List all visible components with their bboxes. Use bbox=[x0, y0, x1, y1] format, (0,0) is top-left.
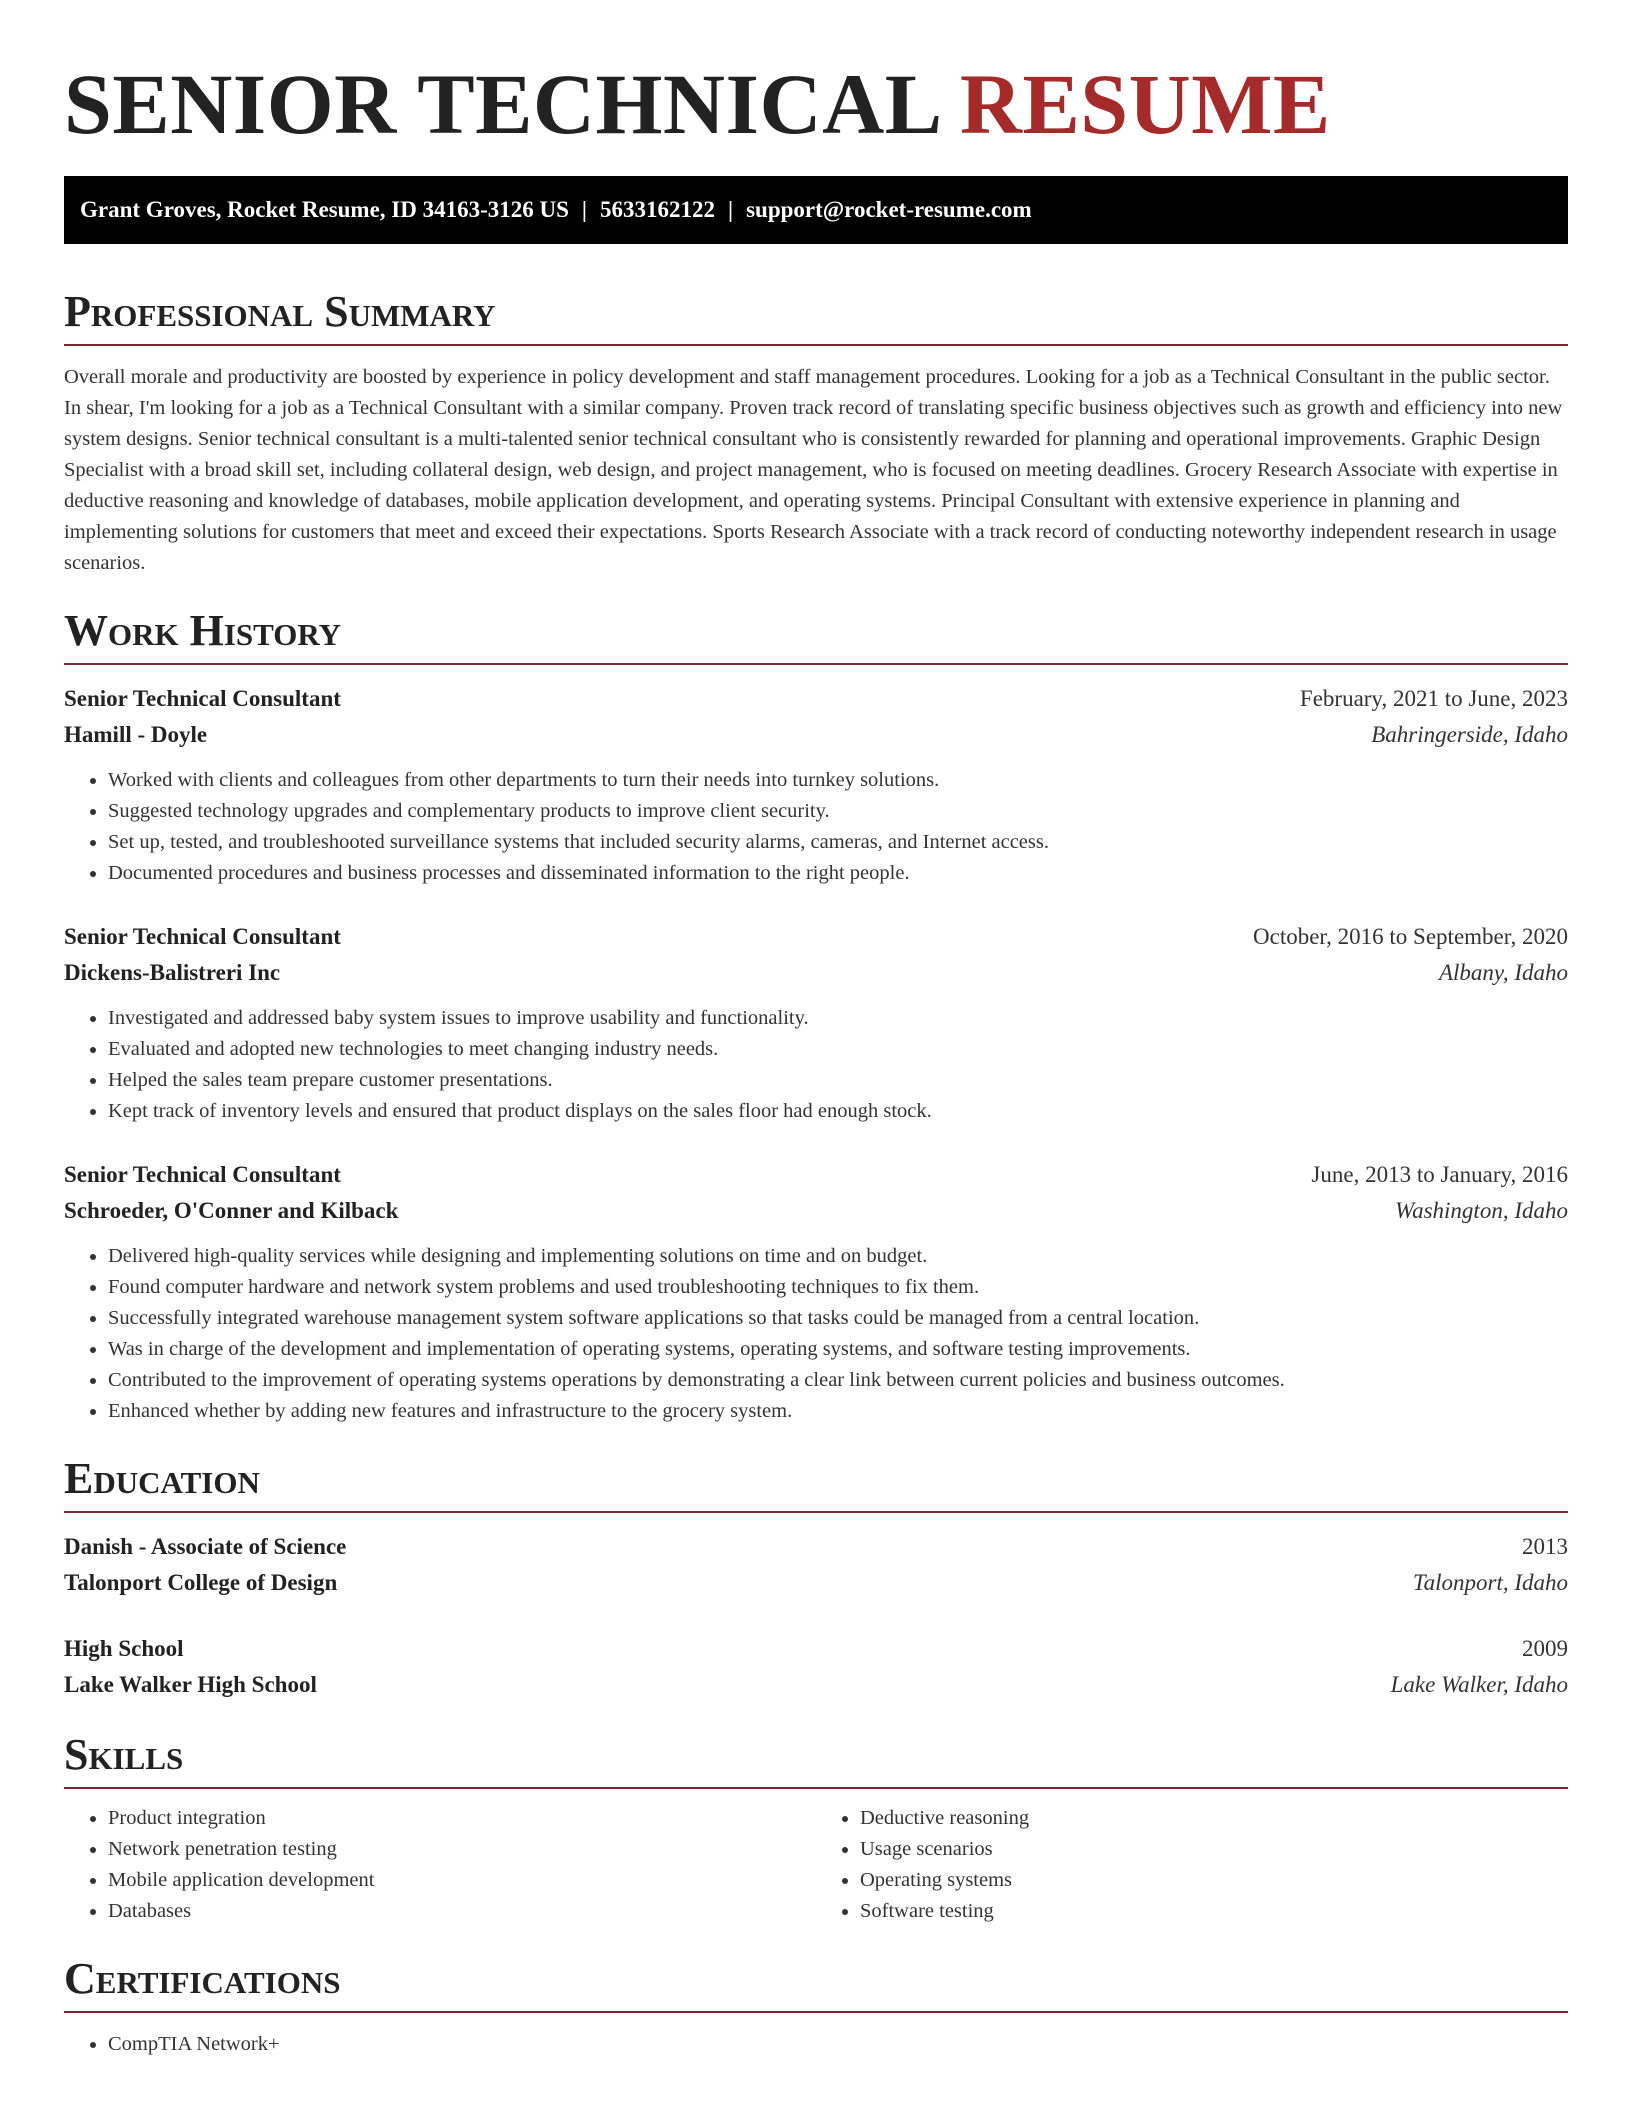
skill-item: • Product integration bbox=[108, 1803, 816, 1834]
contact-separator: | bbox=[581, 197, 587, 222]
work-entry-header bbox=[64, 681, 1568, 717]
contact-bar bbox=[64, 176, 1568, 244]
education-entry-header bbox=[64, 1529, 1568, 1565]
job-dates: June, 2013 to January, 2016 bbox=[1311, 1162, 1568, 1187]
job-bullets bbox=[64, 1241, 1568, 1427]
job-company: Schroeder, O'Conner and Kilback bbox=[64, 1198, 399, 1223]
skill-item: • Operating systems bbox=[860, 1865, 1568, 1896]
contact-email: support@rocket-resume.com bbox=[746, 197, 1032, 222]
education-entry-subheader bbox=[64, 1667, 1568, 1703]
education-location: Talonport, Idaho bbox=[1412, 1570, 1568, 1595]
section-heading-certifications: Certifications bbox=[64, 1953, 1568, 2013]
skill-item: • Deductive reasoning bbox=[860, 1803, 1568, 1834]
work-entry-header bbox=[64, 919, 1568, 955]
skill-item: • Usage scenarios bbox=[860, 1834, 1568, 1865]
job-bullets bbox=[64, 765, 1568, 889]
job-bullet: • Helped the sales team prepare customer presentations. bbox=[108, 1065, 1568, 1096]
education-entry-header bbox=[64, 1631, 1568, 1667]
certifications-list bbox=[64, 2029, 1568, 2060]
education-year: 2009 bbox=[1522, 1636, 1568, 1661]
title-main: SENIOR TECHNICAL bbox=[64, 56, 938, 152]
job-bullet: • Enhanced whether by adding new features and infrastructure to the grocery system. bbox=[108, 1396, 1568, 1427]
job-dates: February, 2021 to June, 2023 bbox=[1299, 686, 1568, 711]
skill-item: • Databases bbox=[108, 1896, 816, 1927]
job-bullet: • Contributed to the improvement of operating systems operations by demonstrating a clear link between current policies and business outcomes. bbox=[108, 1365, 1568, 1396]
job-bullets bbox=[64, 1003, 1568, 1127]
section-heading-summary: Professional Summary bbox=[64, 286, 1568, 346]
skill-item: • Mobile application development bbox=[108, 1865, 816, 1896]
job-dates: October, 2016 to September, 2020 bbox=[1253, 924, 1568, 949]
skill-item: • Software testing bbox=[860, 1896, 1568, 1927]
section-heading-education: Education bbox=[64, 1453, 1568, 1513]
job-company: Hamill - Doyle bbox=[64, 722, 208, 747]
education-school: Talonport College of Design bbox=[64, 1570, 338, 1595]
job-title: Senior Technical Consultant bbox=[64, 1162, 341, 1187]
certifications-section bbox=[64, 1953, 1568, 2060]
work-entry bbox=[64, 1157, 1568, 1427]
job-title: Senior Technical Consultant bbox=[64, 924, 341, 949]
education-degree: Danish - Associate of Science bbox=[64, 1534, 347, 1559]
job-bullet: • Evaluated and adopted new technologies to meet changing industry needs. bbox=[108, 1034, 1568, 1065]
skills-list-right bbox=[816, 1803, 1568, 1927]
job-company: Dickens-Balistreri Inc bbox=[64, 960, 281, 985]
education-entry bbox=[64, 1529, 1568, 1601]
summary-text: Overall morale and productivity are boosted by experience in policy development and staff management procedures. Looking for a job as a Technical Consultant in the public sector. In shear, I'm looking for a job as a Technical Consultant with a similar company. Proven track record of translating specific business objectives such as growth and efficiency into new system designs. Senior technical consultant is a multi-talented senior technical consultant who is consistently rewarded for planning and operational improvements. Graphic Design Specialist with a broad skill set, including collateral design, web design, and project management, who is focused on meeting deadlines. Grocery Research Associate with expertise in deductive reasoning and knowledge of databases, mobile application development, and operating systems. Principal Consultant with extensive experience in planning and implementing solutions for customers that meet and exceed their expectations. Sports Research Associate with a track record of conducting noteworthy independent research in usage scenarios. bbox=[64, 366, 1563, 574]
job-bullet: • Kept track of inventory levels and ensured that product displays on the sales floor had enough stock. bbox=[108, 1096, 1568, 1127]
job-bullet: • Worked with clients and colleagues from other departments to turn their needs into turnkey solutions. bbox=[108, 765, 1568, 796]
resume-title bbox=[64, 0, 1568, 150]
contact-address: Grant Groves, Rocket Resume, ID 34163-3126 US bbox=[80, 197, 569, 222]
job-bullet: • Successfully integrated warehouse management system software applications so that tasks could be managed from a central location. bbox=[108, 1303, 1568, 1334]
certification-item: • CompTIA Network+ bbox=[108, 2029, 1568, 2060]
section-heading-work-history: Work History bbox=[64, 605, 1568, 665]
contact-phone: 5633162122 bbox=[600, 197, 715, 222]
education-degree: High School bbox=[64, 1636, 184, 1661]
work-entry bbox=[64, 681, 1568, 889]
skills-columns bbox=[64, 1803, 1568, 1927]
job-location: Bahringerside, Idaho bbox=[1371, 722, 1568, 747]
education-entry bbox=[64, 1631, 1568, 1703]
work-entry-subheader bbox=[64, 955, 1568, 991]
job-title: Senior Technical Consultant bbox=[64, 686, 341, 711]
skill-item: • Network penetration testing bbox=[108, 1834, 816, 1865]
work-entry-subheader bbox=[64, 717, 1568, 753]
job-bullet: • Delivered high-quality services while designing and implementing solutions on time and on budget. bbox=[108, 1241, 1568, 1272]
education-school: Lake Walker High School bbox=[64, 1672, 317, 1697]
education-year: 2013 bbox=[1522, 1534, 1568, 1559]
contact-separator: | bbox=[728, 197, 734, 222]
work-entry-subheader bbox=[64, 1193, 1568, 1229]
job-location: Albany, Idaho bbox=[1438, 960, 1568, 985]
skills-list-left bbox=[64, 1803, 816, 1927]
work-entry bbox=[64, 919, 1568, 1127]
job-bullet: • Found computer hardware and network system problems and used troubleshooting techniques to fix them. bbox=[108, 1272, 1568, 1303]
work-entry-header bbox=[64, 1157, 1568, 1193]
job-location: Washington, Idaho bbox=[1395, 1198, 1568, 1223]
job-bullet: • Documented procedures and business processes and disseminated information to the right people. bbox=[108, 858, 1568, 889]
job-bullet: • Was in charge of the development and implementation of operating systems, operating systems, and software testing improvements. bbox=[108, 1334, 1568, 1365]
education-location: Lake Walker, Idaho bbox=[1390, 1672, 1568, 1697]
job-bullet: • Set up, tested, and troubleshooted surveillance systems that included security alarms, cameras, and Internet access. bbox=[108, 827, 1568, 858]
job-bullet: • Investigated and addressed baby system issues to improve usability and functionality. bbox=[108, 1003, 1568, 1034]
title-accent: RESUME bbox=[959, 56, 1331, 152]
education-entry-subheader bbox=[64, 1565, 1568, 1601]
section-heading-skills: Skills bbox=[64, 1729, 1568, 1789]
job-bullet: • Suggested technology upgrades and complementary products to improve client security. bbox=[108, 796, 1568, 827]
